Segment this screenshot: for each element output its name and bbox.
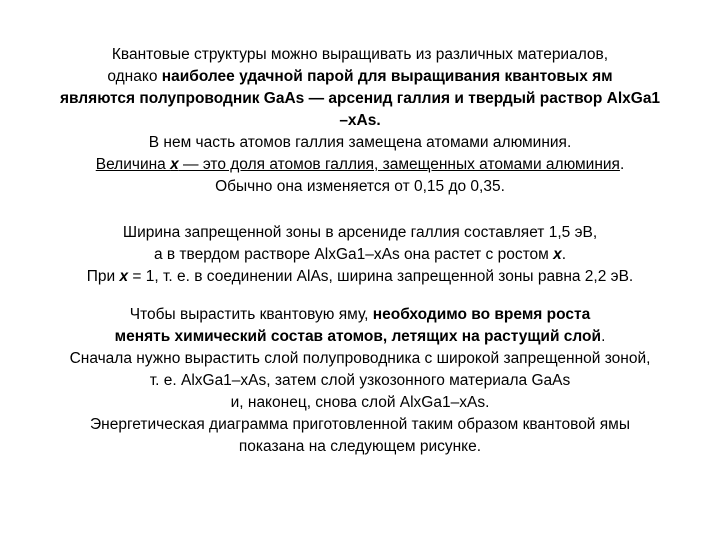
text-line bbox=[0, 392, 720, 414]
text-line bbox=[0, 304, 720, 326]
text-run: т. е. AlxGa1–xAs, затем слой узкозонного материала GaAs bbox=[149, 372, 571, 389]
text-run: В нем часть атомов галлия замещена атомами алюминия. bbox=[148, 134, 572, 151]
text-line bbox=[0, 44, 720, 66]
underlined-text: — это доля атомов галлия, замещенных атомами алюминия bbox=[178, 156, 620, 173]
text-line bbox=[0, 244, 720, 266]
text-run: . bbox=[619, 156, 625, 173]
text-line bbox=[0, 154, 720, 176]
emphasis-text: являются полупроводник GaAs — арсенид галлия и твердый раствор AlxGa1 bbox=[59, 90, 661, 107]
text-line bbox=[0, 132, 720, 154]
text-line bbox=[0, 266, 720, 288]
text-run: Сначала нужно вырастить слой полупроводника с широкой запрещенной зоной, bbox=[69, 350, 651, 367]
text-line bbox=[0, 66, 720, 88]
text-run: При bbox=[86, 268, 120, 285]
text-line bbox=[0, 88, 720, 110]
text-run: показана на следующем рисунке. bbox=[238, 438, 482, 455]
text-run: Обычно она изменяется от 0,15 до 0,35. bbox=[215, 178, 505, 195]
variable-x: x bbox=[119, 268, 129, 285]
paragraph-band-gap bbox=[0, 222, 720, 288]
emphasis-text: –xAs. bbox=[339, 112, 381, 129]
text-run: . bbox=[601, 328, 606, 345]
paragraph-gaas-intro bbox=[0, 44, 720, 198]
text-line bbox=[0, 370, 720, 392]
text-run: а в твердом растворе AlxGa1–xAs она растет с ростом bbox=[153, 246, 554, 263]
emphasis-text: необходимо во время роста bbox=[372, 306, 591, 323]
text-run: = 1, т. е. в соединении AlAs, ширина запрещенной зоны равна 2,2 эВ. bbox=[128, 268, 634, 285]
text-run: Энергетическая диаграмма приготовленной таким образом квантовой ямы bbox=[90, 416, 630, 433]
variable-x: x bbox=[170, 156, 179, 173]
text-line bbox=[0, 348, 720, 370]
text-run: и, наконец, снова слой AlxGa1–xAs. bbox=[230, 394, 490, 411]
text-line bbox=[0, 436, 720, 458]
underlined-text: Величина bbox=[95, 156, 171, 173]
emphasis-text: наиболее удачной парой для выращивания квантовых ям bbox=[161, 68, 613, 85]
emphasis-text: менять химический состав атомов, летящих на растущий слой bbox=[114, 328, 602, 345]
text-line bbox=[0, 326, 720, 348]
text-run: Чтобы вырастить квантовую яму, bbox=[129, 306, 373, 323]
text-line bbox=[0, 176, 720, 198]
text-run: Ширина запрещенной зоны в арсениде галлия составляет 1,5 эВ, bbox=[122, 224, 598, 241]
variable-x: x bbox=[553, 246, 562, 263]
text-run: Квантовые структуры можно выращивать из различных материалов, bbox=[111, 46, 609, 63]
text-run: . bbox=[561, 246, 567, 263]
text-line bbox=[0, 110, 720, 132]
text-line bbox=[0, 414, 720, 436]
paragraph-quantum-well-growth bbox=[0, 304, 720, 458]
text-line bbox=[0, 222, 720, 244]
text-run: однако bbox=[107, 68, 162, 85]
